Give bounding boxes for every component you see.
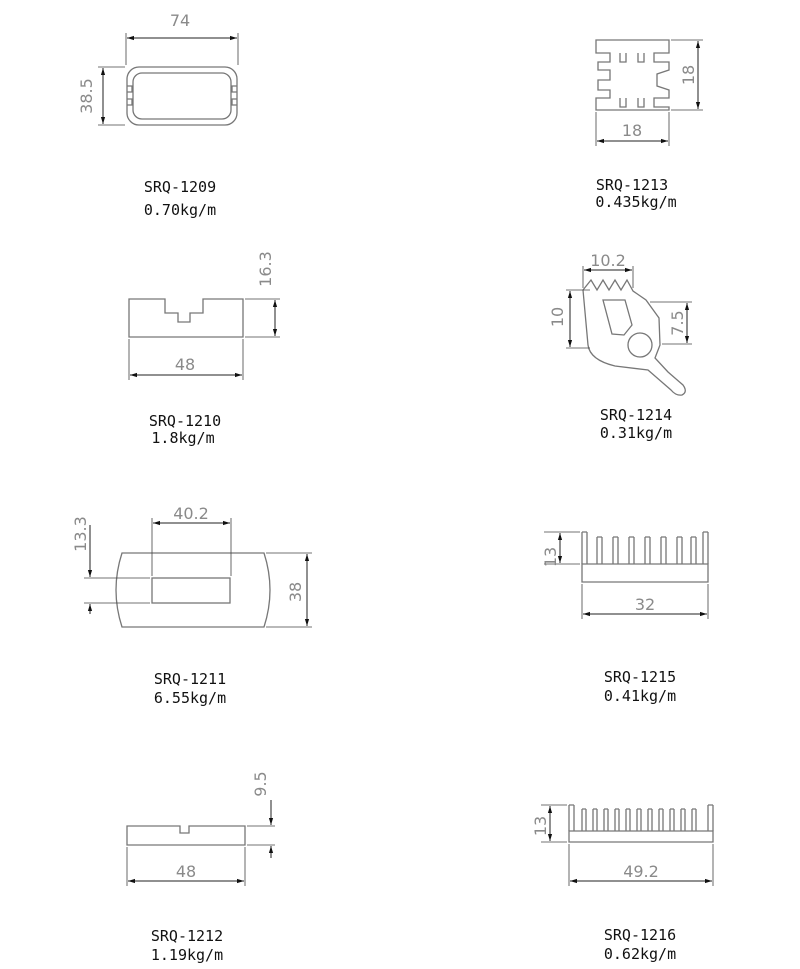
srq-1214-offset-dim: 7.5 <box>668 310 687 336</box>
srq-1213-height-dim: 18 <box>679 64 698 86</box>
srq-1216-width-dim: 49.2 <box>623 862 659 881</box>
srq-1211-weight: 6.55kg/m <box>153 689 227 707</box>
srq-1209-height-dim: 38.5 <box>77 78 96 114</box>
srq-1210-profile <box>129 299 243 337</box>
srq-1209-code: SRQ-1209 <box>143 178 217 196</box>
part-srq-1209 <box>77 11 238 219</box>
srq-1209-width-dim: 74 <box>169 11 191 30</box>
srq-1213-profile <box>596 40 669 110</box>
srq-1212-height-dim: 9.5 <box>251 771 270 797</box>
part-srq-1216 <box>531 805 713 963</box>
srq-1215-width-dim: 32 <box>634 595 656 614</box>
srq-1210-width-dim: 48 <box>174 355 196 374</box>
srq-1211-slot-width-dim: 40.2 <box>173 504 209 523</box>
srq-1216-profile <box>569 805 713 842</box>
srq-1211-code: SRQ-1211 <box>153 670 227 688</box>
srq-1210-code: SRQ-1210 <box>148 412 222 430</box>
srq-1213-width-dim: 18 <box>621 121 643 140</box>
srq-1214-height-dim: 10 <box>548 306 567 328</box>
srq-1209-weight: 0.70kg/m <box>143 201 217 219</box>
srq-1210-height-dim: 16.3 <box>256 251 275 287</box>
srq-1214-width-dim: 10.2 <box>590 251 626 270</box>
srq-1212-code: SRQ-1212 <box>150 927 224 945</box>
srq-1211-profile <box>116 553 270 627</box>
srq-1210-weight: 1.8kg/m <box>151 429 215 447</box>
srq-1212-width-dim: 48 <box>175 862 197 881</box>
srq-1215-weight: 0.41kg/m <box>603 687 677 705</box>
part-srq-1213 <box>595 40 703 211</box>
srq-1213-code: SRQ-1213 <box>595 176 669 194</box>
srq-1212-profile <box>127 826 245 845</box>
srq-1216-height-dim: 13 <box>531 815 550 837</box>
srq-1215-code: SRQ-1215 <box>603 668 677 686</box>
srq-1214-weight: 0.31kg/m <box>599 424 673 442</box>
part-srq-1215 <box>541 532 708 705</box>
srq-1211-slot-height-dim: 13.3 <box>71 516 90 552</box>
srq-1216-code: SRQ-1216 <box>603 926 677 944</box>
srq-1215-profile <box>582 532 708 582</box>
srq-1209-profile <box>127 67 237 125</box>
part-srq-1214 <box>548 251 692 442</box>
srq-1216-weight: 0.62kg/m <box>603 945 677 963</box>
part-srq-1210 <box>129 251 280 447</box>
srq-1214-profile <box>583 280 685 395</box>
srq-1211-height-dim: 38 <box>286 581 305 603</box>
srq-1212-weight: 1.19kg/m <box>150 946 224 964</box>
part-srq-1212 <box>127 771 275 964</box>
srq-1215-height-dim: 13 <box>541 546 560 568</box>
srq-1213-weight: 0.435kg/m <box>595 193 677 211</box>
part-srq-1211 <box>71 504 312 707</box>
srq-1214-code: SRQ-1214 <box>599 406 673 424</box>
